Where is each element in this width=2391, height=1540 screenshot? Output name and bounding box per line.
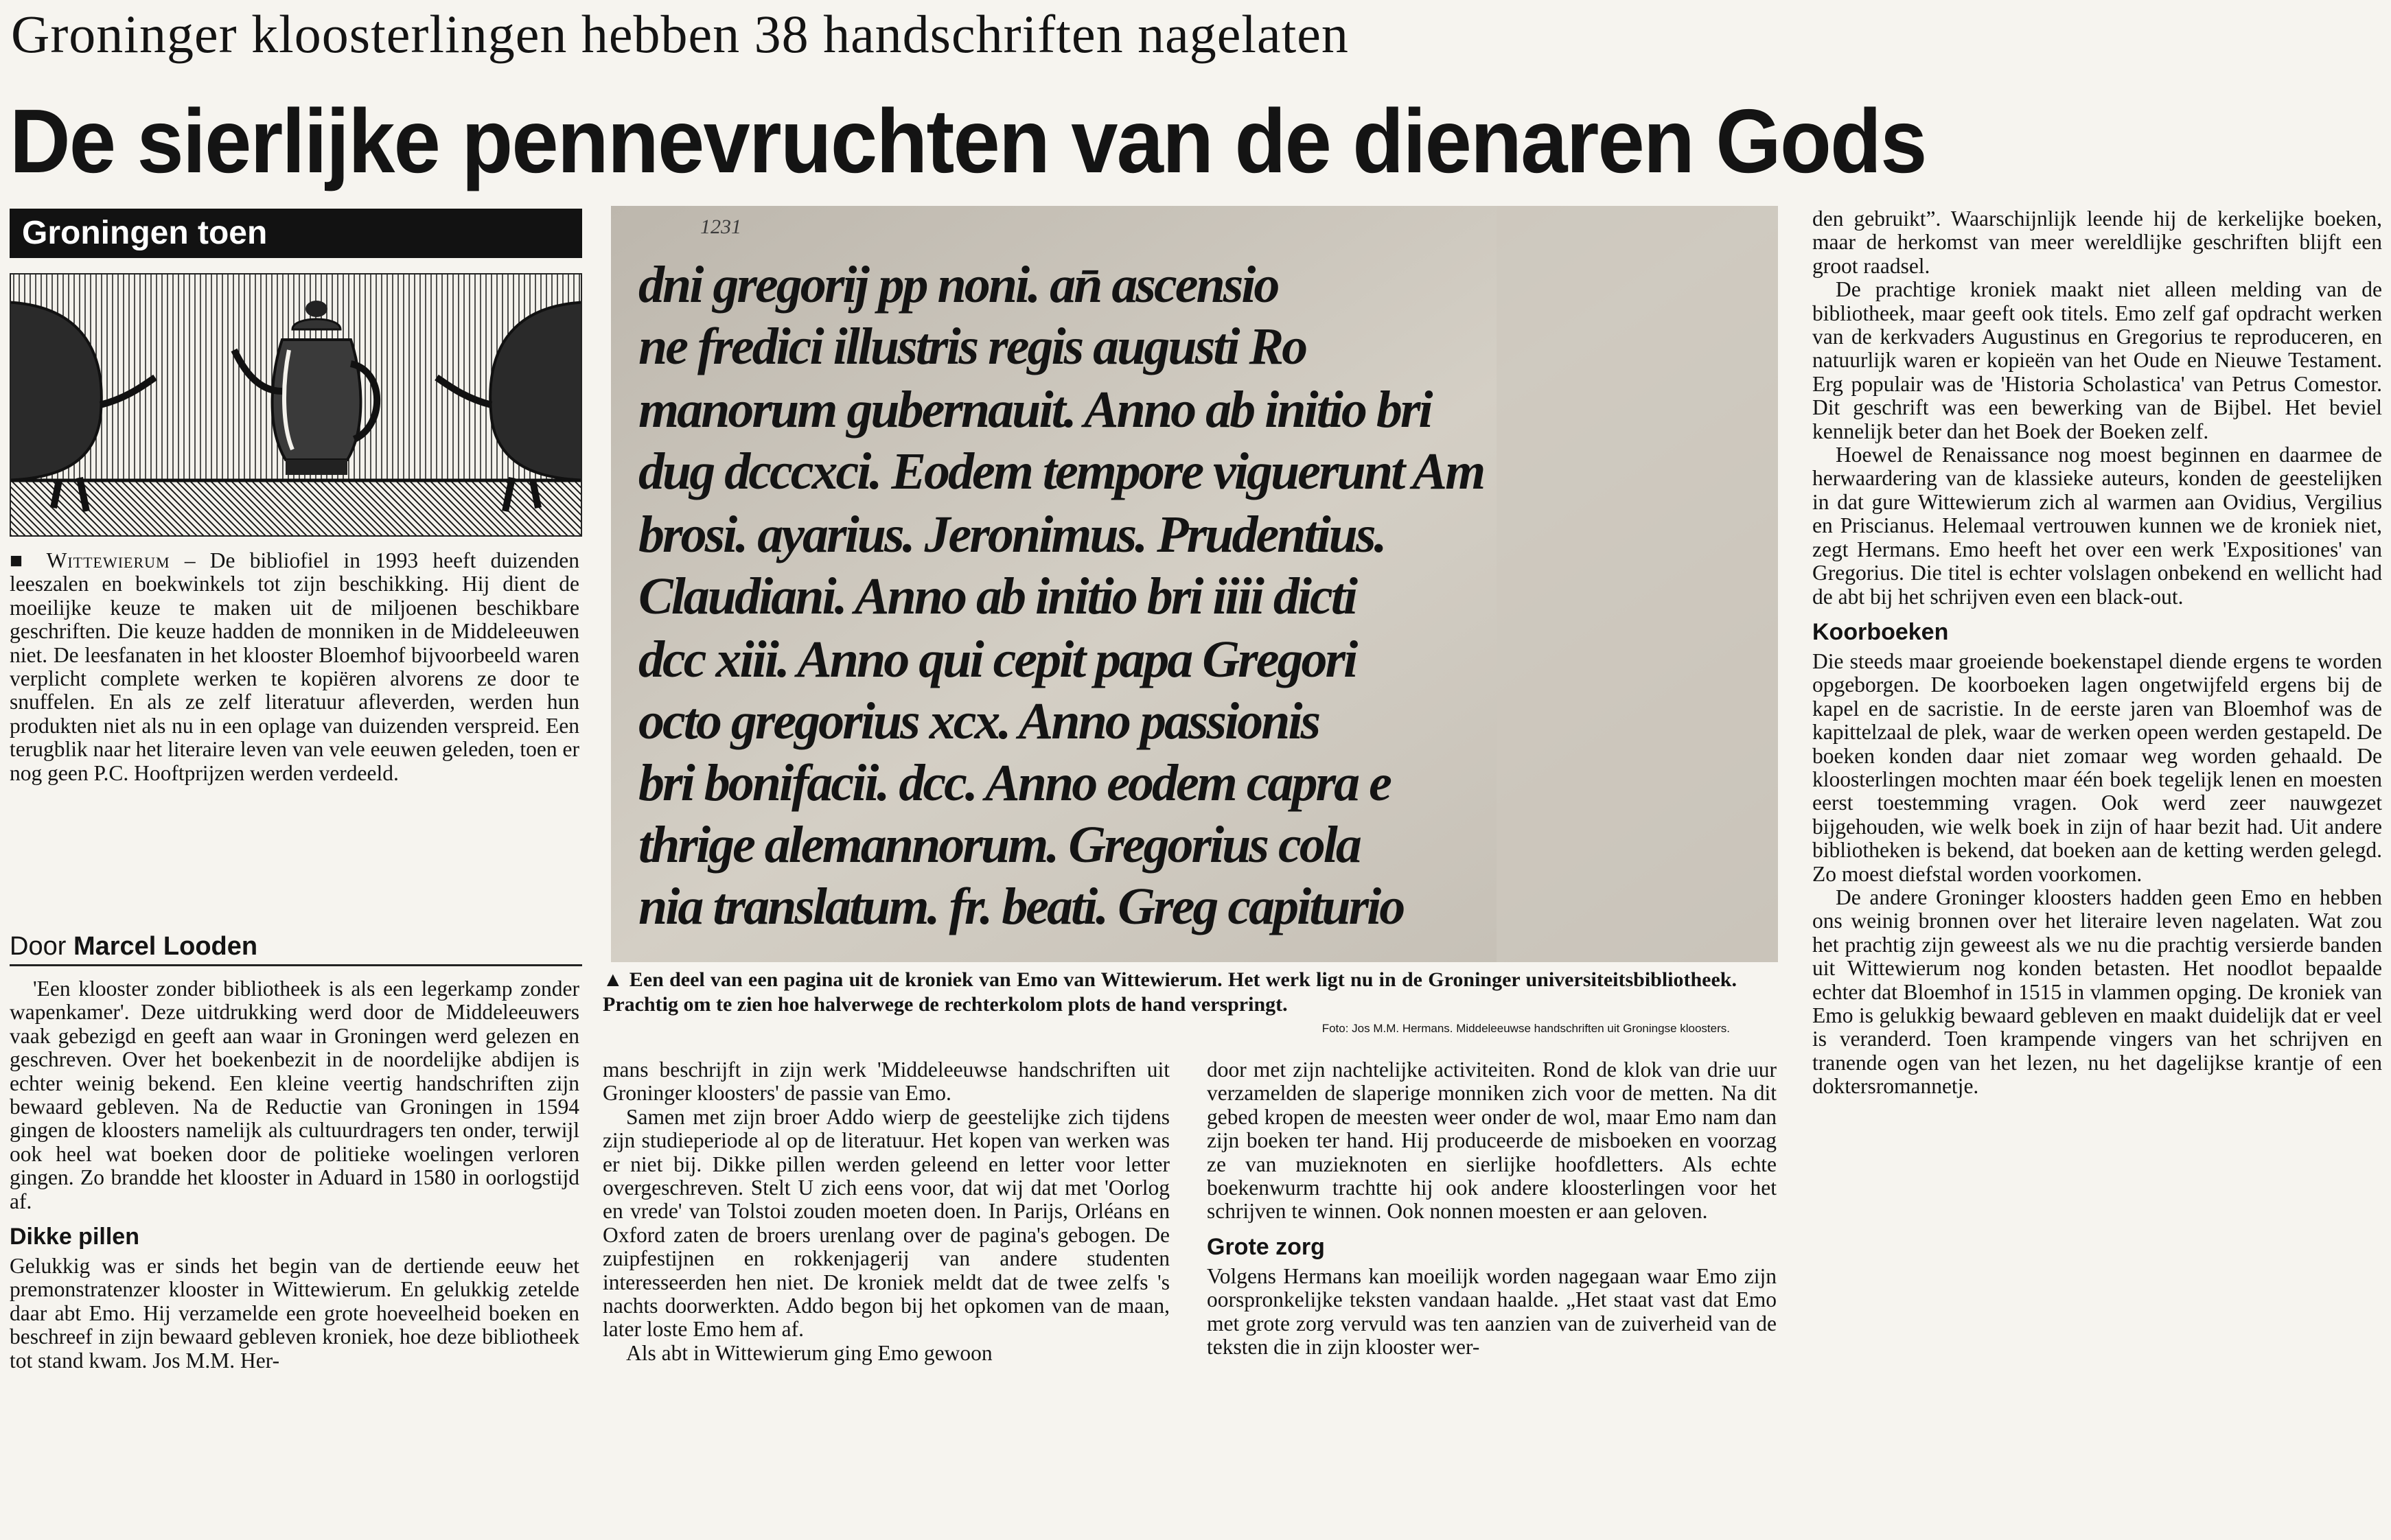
script-line: nia translatum. fr. beati. Greg capiturio [638, 878, 1404, 935]
paragraph: Die steeds maar groeiende boekenstapel diende ergens te worden opgeborgen. De koorboeken lagen ongetwijfeld ergens bij de kapel en de sacristie. In de eerste jaren van Bloemhof was de kapittelzaal de plek, waar de werken opeen werden gestapeld. De boeken konden daar niet zomaar weg worden gehaald. De kloosterlingen mochten maar één boek tegelijk lenen en moesten eerst toestemming vragen. Ook werd zeer nauwgezet bijgehouden, wie welk boek in zijn of haar bezit had. Uit andere bibliotheken is bekend, dat boeken aan de ketting werden gelegd. Zo moest diefstal worden voorkomen. [1812, 649, 2382, 886]
main-headline: De sierlijke pennevruchten van de dienaren Gods [10, 91, 1926, 191]
rubric-title: Groningen toen [10, 209, 582, 258]
manuscript-image [611, 206, 1778, 962]
paragraph: De prachtige kroniek maakt niet alleen melding van de bibliotheek, maar geeft ook titels. Emo zelf gaf opdracht werken van de kerkvaders Augustinus en Gregorius te reproduceren, en natuurlijk waren er kopieën van het Oude en Nieuwe Testament. Erg populair was de 'Historia Scholastica' van Petrus Comestor. Dit geschrift was een bewerking van de Bijbel. Het beviel kennelijk beter dan het Boek der Boeken zelf. [1812, 277, 2382, 443]
script-line: bri bonifacii. dcc. Anno eodem capra e [638, 754, 1390, 812]
kicker-headline: Groninger kloosterlingen hebben 38 handschriften nagelaten [11, 4, 1349, 64]
script-line: dug dcccxci. Eodem tempore viguerunt Am [638, 443, 1484, 500]
paragraph: Samen met zijn broer Addo wierp de geestelijke zich tijdens zijn studieperiode al op de literatuur. Het kopen van werken was er niet bij. Dikke pillen werden geleend en letter voor letter overgeschreven. Stelt U zich eens voor, dat wij dat met 'Oorlog en vrede' van Tolstoi zouden moeten doen. In Parijs, Orléans en Oxford zaten de broers urenlang over de pagina's gebogen. De zuipfestijnen en rokkenjagerij van andere studenten interesseerden hen niet. De kroniek meldt dat de twee zelfs 's nachts doorwerkten. Addo begon bij het opkomen van de maan, later loste Emo hem af. [603, 1104, 1170, 1342]
subheading: Dikke pillen [10, 1224, 139, 1250]
page-number: 1231 [700, 215, 741, 238]
script-line: octo gregorius xcx. Anno passionis [638, 692, 1319, 750]
script-line: dni gregorij pp noni. an̄ ascensio [638, 256, 1278, 314]
photo-credit: Foto: Jos M.M. Hermans. Middeleeuwse handschriften uit Groningse kloosters. [1321, 1022, 1730, 1035]
intro-text: – De bibliofiel in 1993 heeft duizenden leeszalen en boekwinkels tot zijn beschikking. Hij dient de moeilijke keuze te maken uit de miljoenen beschikbare geschriften. Die keuze hadden de monniken in de Middeleeuwen niet. De leesfanaten in het klooster Bloemhof bijvoorbeeld waren verplicht complete werken te kopiëren alvorens ze door te snuffelen. En als ze zelf literatuur afleverden, werden hun produkten niet als nu in een oplage van duizenden verspreid. Een terugblik naar het literaire leven van vele eeuwen geleden, toen er nog geen P.C. Hooftprijzen werden verdeeld. [10, 548, 579, 785]
column-3 [1207, 1058, 1777, 1532]
subheading: Koorboeken [1812, 618, 1949, 645]
manuscript-photo [611, 206, 1778, 962]
paragraph: Hoewel de Renaissance nog moest beginnen en daarmee de herwaardering van de klassieke auteurs, konden de geestelijken in dat gure Wittewierum zich al warmen aan Ovidius, Vergilius en Priscianus. Helemaal vertrouwen kunnen we de kroniek niet, zegt Hermans. Emo heeft het over een werk 'Expositiones' van Gregorius. Die titel is echter volslagen onbekend en wellicht had de abt bij het schrijven even een black-out. [1812, 443, 2382, 609]
script-line: dcc xiii. Anno qui cepit papa Gregori [638, 631, 1356, 688]
byline-author: Marcel Looden [73, 932, 258, 961]
script-line: thrige alemannorum. Gregorius cola [638, 816, 1360, 874]
paragraph: De andere Groninger kloosters hadden geen Emo en hebben ons weinig bronnen over het literaire leven nagelaten. Wat zou het prachtig zijn geweest als we nu die prachtig versierde banden uit Wittewierum nog konden betasten. Het noodlot bepaalde echter dat Bloemhof in 1515 in vlammen opging. De kroniek van Emo is gelukkig bewaard gebleven en maakt duidelijk dat er veel is veranderd. Toen krampende vingers van het schrijven en tranende ogen van het lezen, nu het dagelijkse krantje of een doktersromannetje. [1812, 885, 2382, 1099]
photo-caption: ▲ Een deel van een pagina uit de kroniek van Emo van Wittewierum. Het werk ligt nu in de Groninger universiteitsbibliotheek. Prachtig om te zien hoe halverwege de rechterkolom plots de hand verspringt. [603, 968, 1737, 1016]
square-bullet-icon: ■ [10, 548, 47, 572]
intro-paragraph [10, 549, 579, 785]
paragraph: Als abt in Wittewierum ging Emo gewoon [626, 1340, 993, 1365]
paragraph: Volgens Hermans kan moeilijk worden nagegaan waar Emo zijn oorspronkelijke teksten vandaan haalde. „Het staat vast dat Emo met grote zorg vervuld was ten aanzien van de zuiverheid van de teksten die in zijn klooster wer- [1207, 1263, 1777, 1360]
script-line: Claudiani. Anno ab initio bri iiii dicti [638, 568, 1356, 625]
script-line: manorum gubernauit. Anno ab initio bri [638, 381, 1431, 439]
paragraph: den gebruikt”. Waarschijnlijk leende hij de kerkelijke boeken, maar de herkomst van meer wereldlijke geschriften blijft een groot raadsel. [1812, 207, 2382, 278]
byline-prefix: Door [10, 932, 67, 961]
column-1 [10, 977, 579, 1533]
paragraph: mans beschrijft in zijn werk 'Middeleeuwse handschriften uit Groninger kloosters' de passie van Emo. [603, 1058, 1170, 1106]
intro-column [10, 549, 579, 920]
byline [10, 926, 582, 966]
script-line: brosi. ayarius. Jeronimus. Prudentius. [638, 506, 1385, 563]
rubric-illustration [10, 273, 582, 537]
teapots-illustration [11, 275, 581, 535]
column-4 [1812, 207, 2382, 1532]
column-2 [603, 1058, 1170, 1532]
script-line: ne fredici illustris regis augusti Ro [638, 318, 1306, 375]
paragraph: 'Een klooster zonder bibliotheek is als een legerkamp zonder wapenkamer'. Deze uitdrukking werd door de Middeleeuwers vaak gebezigd en geeft aan waar in Groningen werd gelezen en geschreven. Over het boekenbezit in de noordelijke abdijen is echter weinig bekend. Een kleine veertig handschriften zijn bewaard gebleven. Na de Reductie van Groningen in 1594 gingen de kloosters namelijk als cultuurdragers ten onder, terwijl ook heel wat boeken door de politieke woelingen verloren gingen. Zo brandde het klooster in Aduard in 1580 in oorlogstijd af. [10, 977, 579, 1213]
paragraph: Gelukkig was er sinds het begin van de dertiende eeuw het premonstratenzer klooster in Wittewierum. En gelukkig zetelde daar abt Emo. Hij verzamelde een grote hoeveelheid boeken en beschreef in zijn bewaard gebleven kroniek, hoe deze bibliotheek tot stand kwam. Jos M.M. Her- [10, 1254, 579, 1373]
paragraph: door met zijn nachtelijke activiteiten. Rond de klok van drie uur verzamelden de slaperige monniken zich voor de metten. Na dit gebed kropen de meesten weer onder de wol, maar Emo nam dan zijn boeken ter hand. Hij produceerde de misboeken en voorzag ze van muzieknoten en sierlijke hoofdletters. Als echte boekenwurm trachtte hij ook andere kloosterlingen voor het schrijven te winnen. Ook nonnen moesten er aan geloven. [1207, 1058, 1777, 1224]
dateline: Wittewierum [46, 548, 170, 572]
subheading: Grote zorg [1207, 1233, 1325, 1260]
